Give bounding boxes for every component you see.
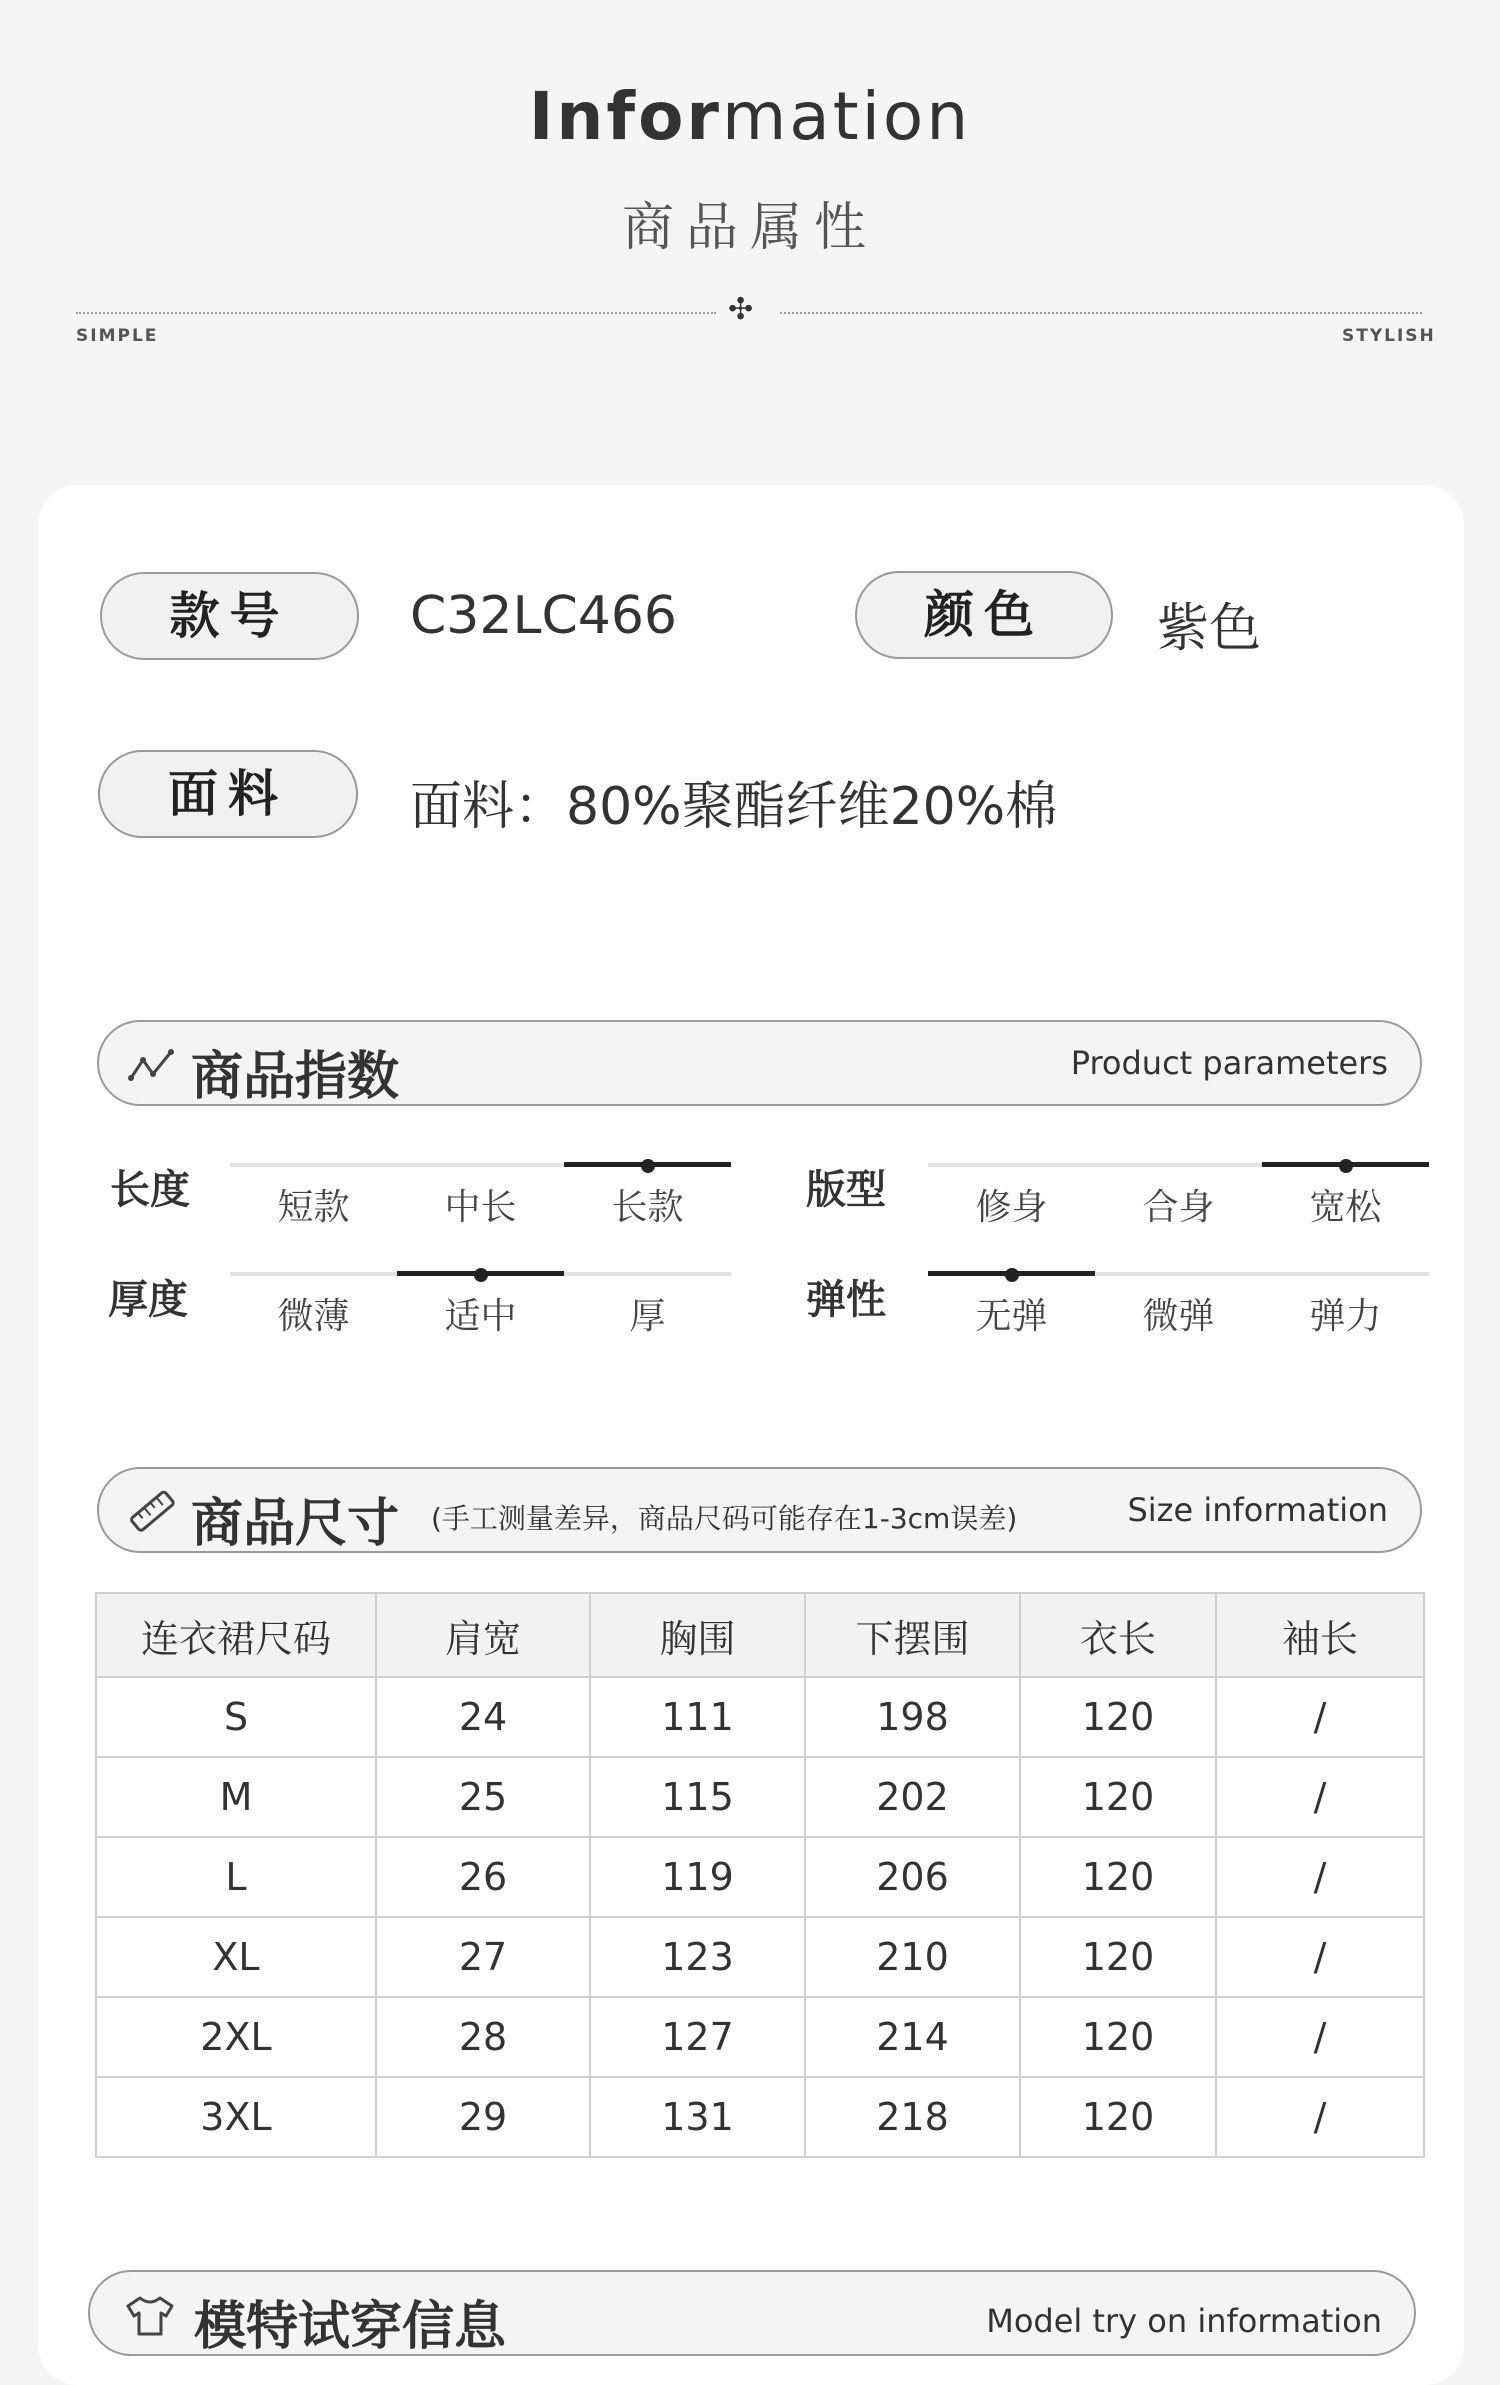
attribute-option: 宽松 bbox=[1309, 1187, 1382, 1228]
info-title: Information bbox=[528, 78, 972, 155]
attribute-label: 厚度 bbox=[108, 1277, 188, 1323]
table-row bbox=[96, 1837, 1424, 1917]
table-cell: 24 bbox=[376, 1677, 590, 1757]
scale-marker bbox=[641, 1159, 655, 1173]
table-row bbox=[96, 1997, 1424, 2077]
params-section-bar bbox=[97, 1020, 1422, 1106]
attribute-option: 长款 bbox=[611, 1187, 684, 1228]
table-cell: 120 bbox=[1020, 1917, 1216, 1997]
table-cell: 120 bbox=[1020, 1997, 1216, 2077]
table-cell: L bbox=[96, 1837, 376, 1917]
table-cell: 206 bbox=[805, 1837, 1020, 1917]
table-cell: 120 bbox=[1020, 1837, 1216, 1917]
ornament-icon: ✣ bbox=[728, 292, 754, 327]
table-cell: 28 bbox=[376, 1997, 590, 2077]
table-cell: / bbox=[1216, 1917, 1424, 1997]
info-subtitle: 商品属性 bbox=[621, 198, 878, 258]
table-cell: 202 bbox=[805, 1757, 1020, 1837]
table-row bbox=[96, 1917, 1424, 1997]
size-table-header bbox=[96, 1593, 1424, 1677]
fabric-value: 面料：80%聚酯纤维20%棉 bbox=[410, 777, 1058, 837]
header-cell: 肩宽 bbox=[376, 1593, 590, 1677]
table-cell: 26 bbox=[376, 1837, 590, 1917]
tshirt-icon bbox=[124, 2294, 176, 2338]
table-cell: 27 bbox=[376, 1917, 590, 1997]
trend-icon bbox=[127, 1048, 177, 1084]
params-subtitle-en: Product parameters bbox=[1070, 1044, 1388, 1082]
attribute-option: 短款 bbox=[277, 1187, 350, 1228]
table-cell: 198 bbox=[805, 1677, 1020, 1757]
model-subtitle-en: Model try on information bbox=[986, 2302, 1382, 2340]
table-cell: 214 bbox=[805, 1997, 1020, 2077]
attribute-option: 弹力 bbox=[1309, 1296, 1382, 1337]
table-cell: 29 bbox=[376, 2077, 590, 2157]
scale-marker bbox=[1005, 1268, 1019, 1282]
size-title: 商品尺寸 bbox=[191, 1494, 400, 1554]
model-title: 模特试穿信息 bbox=[194, 2297, 507, 2357]
ruler-icon bbox=[127, 1489, 179, 1535]
table-cell: 131 bbox=[590, 2077, 805, 2157]
attribute-option: 中长 bbox=[444, 1187, 517, 1228]
size-note: (手工测量差异，商品尺码可能存在1-3cm误差) bbox=[431, 1502, 1018, 1535]
header-cell: 下摆围 bbox=[805, 1593, 1020, 1677]
size-table bbox=[95, 1592, 1425, 2158]
header-cell: 连衣裙尺码 bbox=[96, 1593, 376, 1677]
table-cell: / bbox=[1216, 1837, 1424, 1917]
style-no-label: 款号 bbox=[100, 572, 359, 660]
divider-right bbox=[780, 312, 1422, 314]
table-cell: 127 bbox=[590, 1997, 805, 2077]
scale-marker bbox=[474, 1268, 488, 1282]
attribute-option: 修身 bbox=[975, 1187, 1048, 1228]
attribute-option: 适中 bbox=[444, 1296, 517, 1337]
simple-tag: SIMPLE bbox=[76, 326, 159, 346]
table-cell: / bbox=[1216, 1757, 1424, 1837]
table-row bbox=[96, 1677, 1424, 1757]
attribute-option: 厚 bbox=[629, 1296, 666, 1337]
color-label: 颜色 bbox=[855, 571, 1113, 659]
table-cell: 2XL bbox=[96, 1997, 376, 2077]
stylish-tag: STYLISH bbox=[1342, 326, 1436, 346]
table-cell: 120 bbox=[1020, 1677, 1216, 1757]
table-cell: 120 bbox=[1020, 2077, 1216, 2157]
attribute-option: 微弹 bbox=[1142, 1296, 1215, 1337]
table-cell: 25 bbox=[376, 1757, 590, 1837]
scale-marker bbox=[1339, 1159, 1353, 1173]
header-cell: 衣长 bbox=[1020, 1593, 1216, 1677]
table-cell: S bbox=[96, 1677, 376, 1757]
table-cell: 111 bbox=[590, 1677, 805, 1757]
table-cell: 123 bbox=[590, 1917, 805, 1997]
divider-left bbox=[76, 312, 716, 314]
header-cell: 袖长 bbox=[1216, 1593, 1424, 1677]
attribute-option: 无弹 bbox=[975, 1296, 1048, 1337]
attribute-option: 合身 bbox=[1142, 1187, 1215, 1228]
attribute-label: 版型 bbox=[806, 1167, 886, 1213]
size-subtitle-en: Size information bbox=[1127, 1491, 1388, 1529]
table-cell: 115 bbox=[590, 1757, 805, 1837]
style-no-value: C32LC466 bbox=[410, 586, 678, 646]
table-cell: / bbox=[1216, 2077, 1424, 2157]
attribute-option: 微薄 bbox=[277, 1296, 350, 1337]
table-cell: 119 bbox=[590, 1837, 805, 1917]
table-cell: M bbox=[96, 1757, 376, 1837]
model-section-bar bbox=[88, 2270, 1416, 2356]
header-cell: 胸围 bbox=[590, 1593, 805, 1677]
table-cell: / bbox=[1216, 1997, 1424, 2077]
table-cell: 218 bbox=[805, 2077, 1020, 2157]
attribute-label: 弹性 bbox=[806, 1277, 886, 1323]
table-cell: 120 bbox=[1020, 1757, 1216, 1837]
params-title: 商品指数 bbox=[191, 1047, 400, 1107]
size-section-bar bbox=[97, 1467, 1422, 1553]
table-cell: 210 bbox=[805, 1917, 1020, 1997]
fabric-label: 面料 bbox=[98, 750, 358, 838]
table-cell: XL bbox=[96, 1917, 376, 1997]
table-cell: 3XL bbox=[96, 2077, 376, 2157]
table-row bbox=[96, 2077, 1424, 2157]
color-value: 紫色 bbox=[1157, 599, 1262, 659]
table-cell: / bbox=[1216, 1677, 1424, 1757]
attribute-label: 长度 bbox=[110, 1167, 190, 1213]
table-row bbox=[96, 1757, 1424, 1837]
